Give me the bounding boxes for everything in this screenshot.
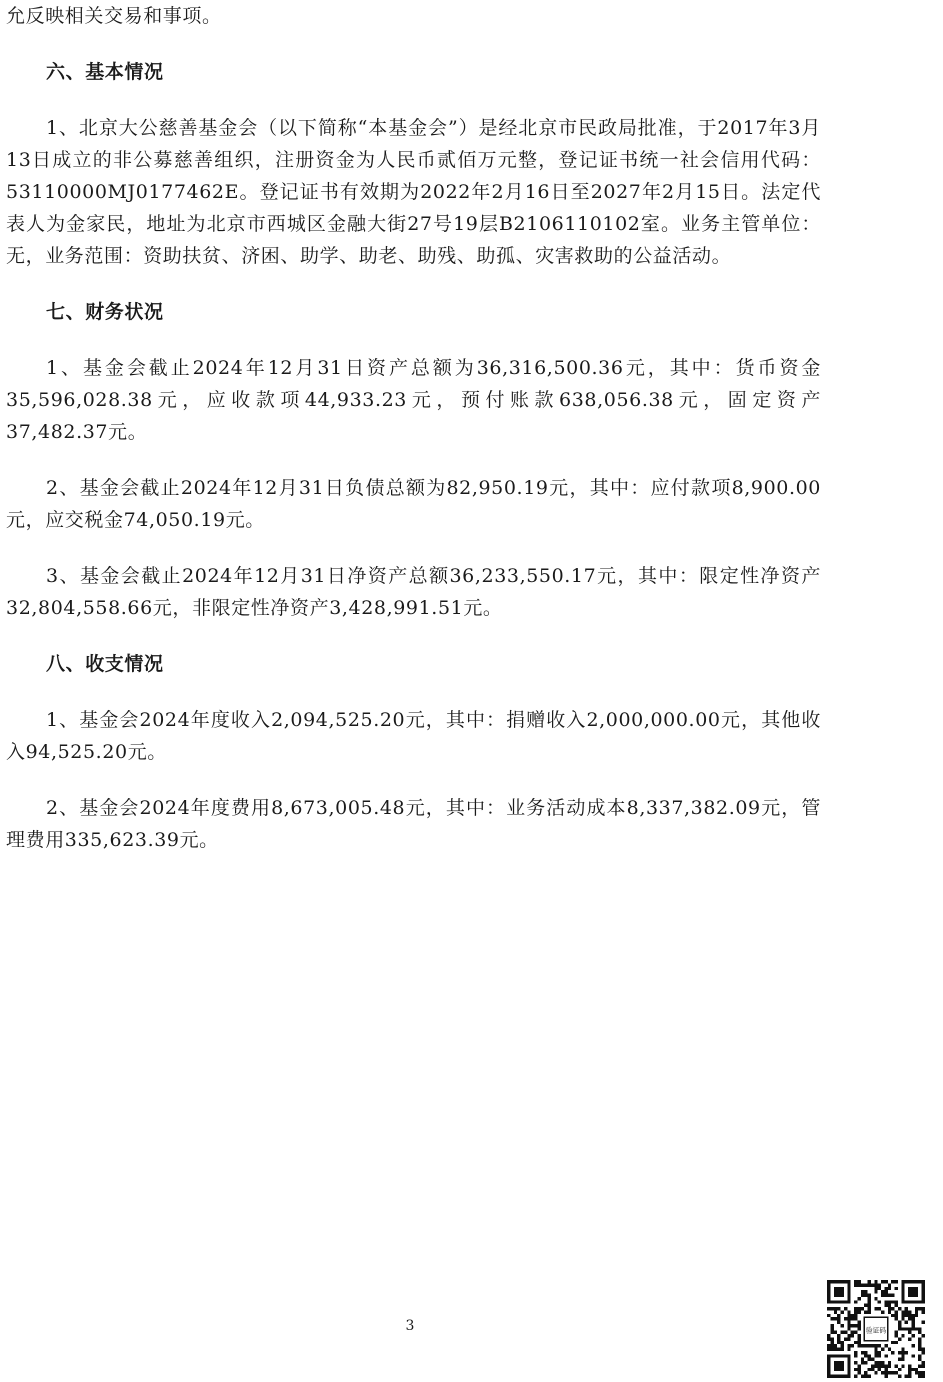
verification-qr-code (827, 1280, 925, 1378)
document-body (6, 0, 821, 856)
section-8-paragraph-1: 1、基金会2024年度收入2,094,525.20元，其中：捐赠收入2,000,000.00元，其他收入94,525.20元。 (6, 709, 821, 763)
section-8-paragraph-2: 2、基金会2024年度费用8,673,005.48元，其中：业务活动成本8,337,382.09元，管理费用335,623.39元。 (6, 797, 821, 851)
section-7-paragraph-3: 3、基金会截止2024年12月31日净资产总额36,233,550.17元，其中：限定性净资产32,804,558.66元，非限定性净资产3,428,991.51元。 (6, 565, 821, 619)
section-6-paragraph-1: 1、北京大公慈善基金会（以下简称“本基金会”）是经北京市民政局批准，于2017年3月13日成立的非公募慈善组织，注册资金为人民币贰佰万元整，登记证书统一社会信用代码：53110000MJ0177462E。登记证书有效期为2022年2月16日至2027年2月15日。法定代表人为金家民，地址为北京市西城区金融大街27号19层B2106110102室。业务主管单位：无，业务范围：资助扶贫、济困、助学、助老、助残、助孤、灾害救助的公益活动。 (6, 117, 821, 267)
section-7-paragraph-1: 1、基金会截止2024年12月31日资产总额为36,316,500.36元，其中：货币资金35,596,028.38元，应收款项44,933.23元，预付账款638,056.38元，固定资产37,482.37元。 (6, 357, 821, 443)
section-7-paragraph-2: 2、基金会截止2024年12月31日负债总额为82,950.19元，其中：应付款项8,900.00元，应交税金74,050.19元。 (6, 477, 821, 531)
continuation-text: 允反映相关交易和事项。 (6, 5, 222, 27)
section-6-heading: 六、基本情况 (46, 61, 164, 83)
section-8-heading: 八、收支情况 (46, 653, 164, 675)
page-number: 3 (405, 1318, 415, 1334)
qr-center-label: 验证码 (865, 1326, 887, 1335)
section-7-heading: 七、财务状况 (46, 301, 164, 323)
